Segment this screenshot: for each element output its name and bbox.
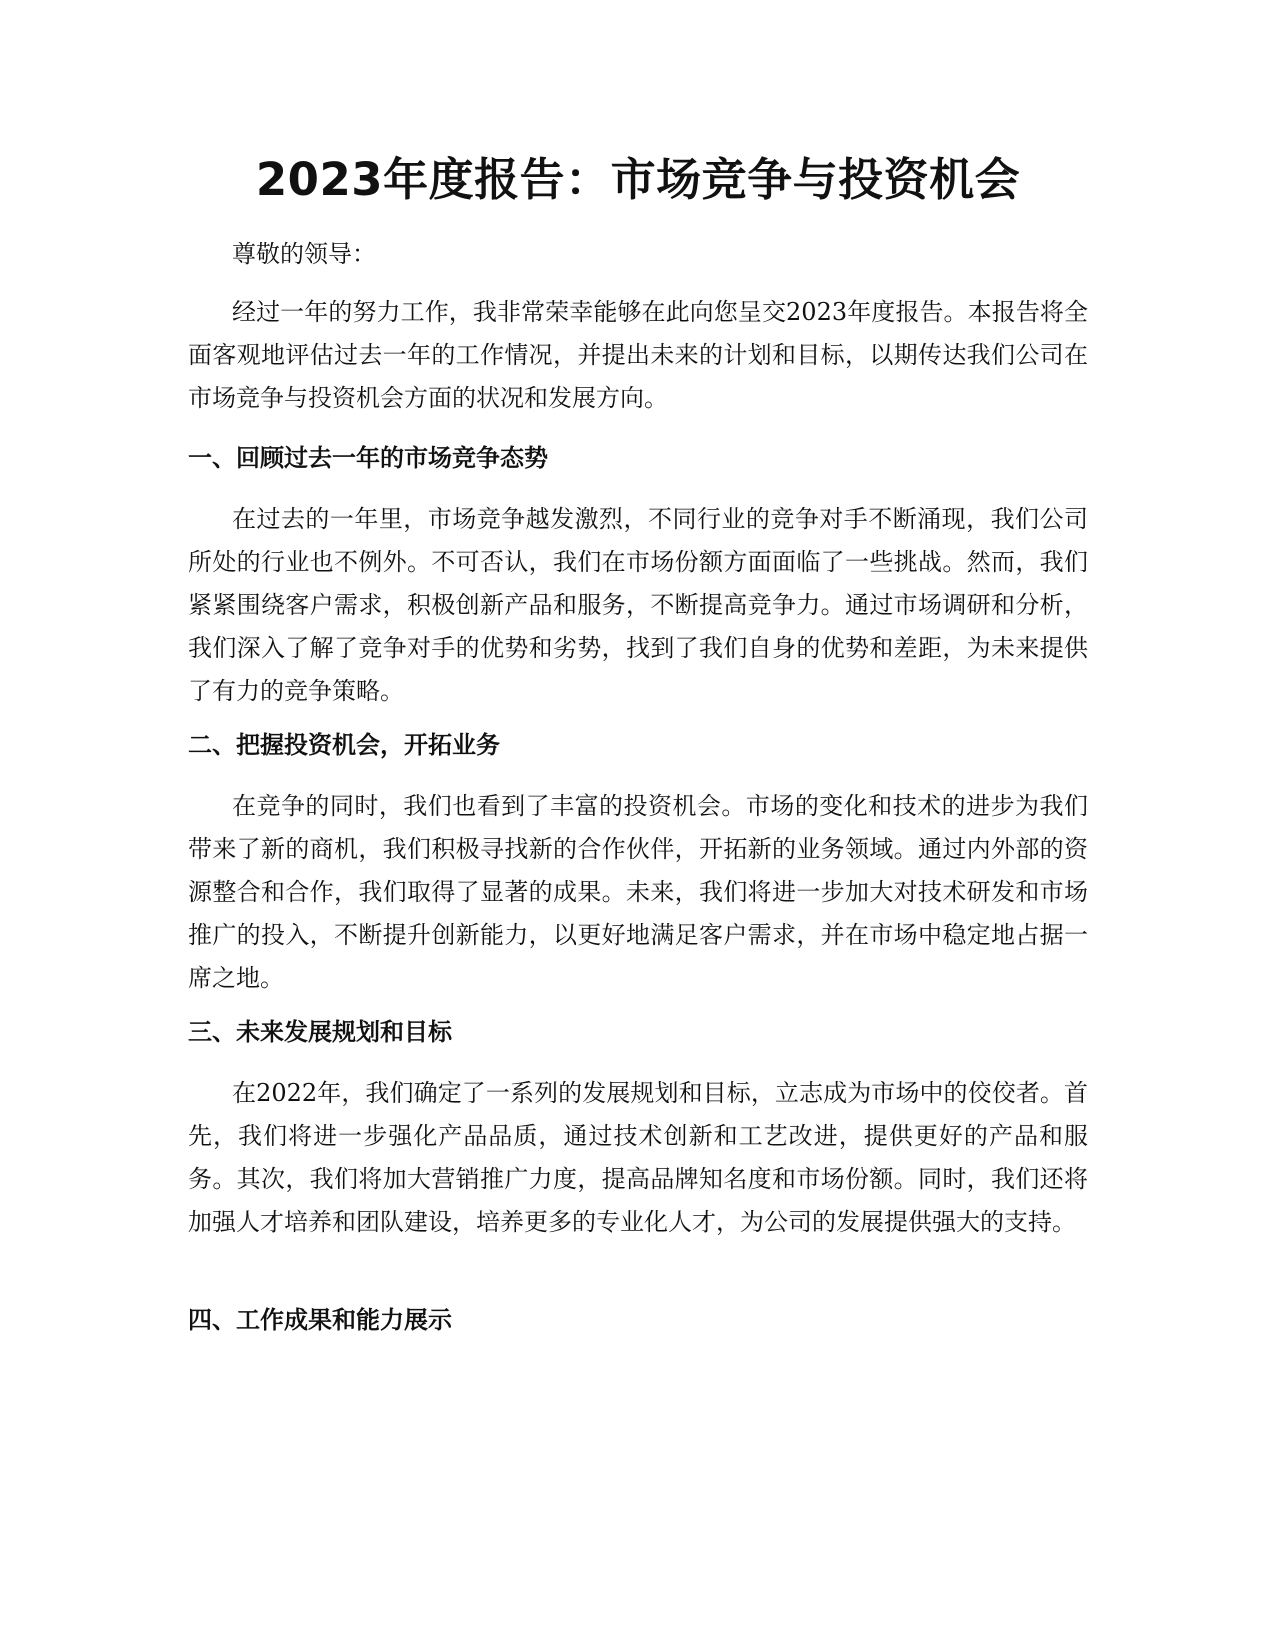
section-3-heading: 三、未来发展规划和目标 [188, 1018, 452, 1046]
section-2-heading: 二、把握投资机会，开拓业务 [188, 731, 500, 759]
document-title: 2023年度报告：市场竞争与投资机会 [255, 153, 1021, 206]
section-1-body: 在过去的一年里，市场竞争越发激烈，不同行业的竞争对手不断涌现，我们公司所处的行业也不例外。不可否认，我们在市场份额方面面临了一些挑战。然而，我们紧紧围绕客户需求，积极创新产品和服务，不断提高竞争力。通过市场调研和分析，我们深入了解了竞争对手的优势和劣势，找到了我们自身的优势和差距，为未来提供了有力的竞争策略。 [188, 505, 1088, 705]
salutation: 尊敬的领导： [232, 240, 376, 268]
section-3-body: 在2022年，我们确定了一系列的发展规划和目标，立志成为市场中的佼佼者。首先，我们将进一步强化产品品质，通过技术创新和工艺改进，提供更好的产品和服务。其次，我们将加大营销推广力度，提高品牌知名度和市场份额。同时，我们还将加强人才培养和团队建设，培养更多的专业化人才，为公司的发展提供强大的支持。 [188, 1079, 1088, 1236]
section-4-heading: 四、工作成果和能力展示 [188, 1306, 452, 1334]
intro-paragraph: 经过一年的努力工作，我非常荣幸能够在此向您呈交2023年度报告。本报告将全面客观地评估过去一年的工作情况，并提出未来的计划和目标，以期传达我们公司在市场竞争与投资机会方面的状况和发展方向。 [188, 298, 1088, 412]
section-2-body: 在竞争的同时，我们也看到了丰富的投资机会。市场的变化和技术的进步为我们带来了新的商机，我们积极寻找新的合作伙伴，开拓新的业务领域。通过内外部的资源整合和合作，我们取得了显著的成果。未来，我们将进一步加大对技术研发和市场推广的投入，不断提升创新能力，以更好地满足客户需求，并在市场中稳定地占据一席之地。 [188, 792, 1088, 992]
section-1-heading: 一、回顾过去一年的市场竞争态势 [188, 444, 548, 472]
